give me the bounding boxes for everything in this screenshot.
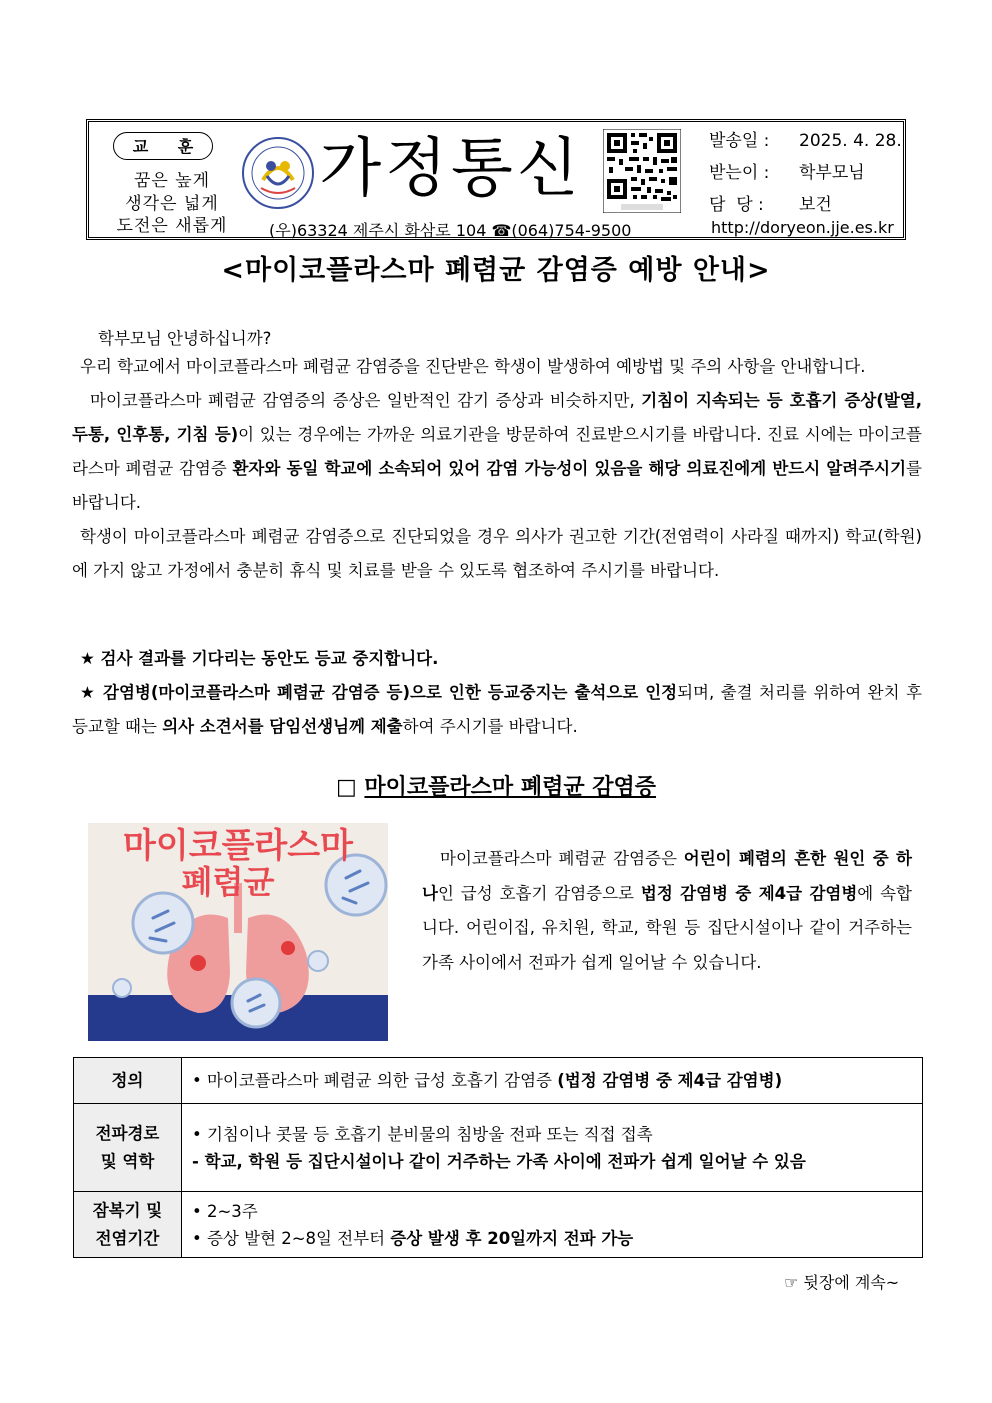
illustration-title-1: 마이코플라스마: [123, 826, 353, 866]
transmission-line-2: - 학교, 학원 등 집단시설이나 같이 거주하는 가족 사이에 전파가 쉽게 일어날 수 있음: [192, 1151, 806, 1171]
greeting: 학부모님 안녕하십니까?: [98, 329, 272, 348]
school-address: (우)63324 제주시 화삼로 104 ☎(064)754-9500: [269, 221, 632, 240]
table-row: [74, 1192, 923, 1258]
desc-text-4: 법정 감염병 중 제4급 감염병: [640, 883, 858, 903]
info-table: [73, 1057, 923, 1258]
desc-text-1: 마이코플라스마 폐렴균 감염증은: [440, 849, 684, 868]
desc-text-3: 인 급성 호흡기 감염증으로: [437, 883, 641, 903]
rest-paragraph: 학생이 마이코플라스마 폐렴균 감염증으로 진단되었을 경우 의사가 권고한 기간(전염력이 사라질 때까지) 학교(학원)에 가지 않고 가정에서 충분히 휴식 및 치료를 받을 수 있도록 협조하여 주시기를 바랍니다.: [72, 527, 922, 580]
continue-note: ☞ 뒷장에 계속~: [784, 1273, 900, 1292]
school-logo: [241, 136, 315, 210]
notice-star-2-text-4: 하여 주시기를 바랍니다.: [402, 717, 578, 736]
symptom-text-5: 를 바랍니다.: [72, 459, 922, 512]
incubation-line-2: [192, 1225, 912, 1252]
desc-text-5: 에 속합니다. 어린이집, 유치원, 학교, 학원 등 집단시설이나 같이 거주하는 가족 사이에서 전파가 쉽게 일어날 수 있습니다.: [422, 883, 912, 972]
symptom-text-4: 환자와 동일 학교에 소속되어 있어 감염 가능성이 있음을 해당 의료진에게 반드시 알려주시기: [232, 459, 907, 478]
table-row: [74, 1058, 923, 1104]
in-charge-value: 보건: [799, 195, 832, 215]
row-definition-content: [182, 1058, 923, 1104]
sent-date-value: 2025. 4. 28.: [799, 131, 902, 151]
qr-code-icon: [603, 129, 681, 213]
transmission-line-1: • 기침이나 콧물 등 호흡기 분비물의 침방울 전파 또는 직접 접촉: [192, 1124, 653, 1144]
transmission-head-2: 및 역학: [100, 1151, 155, 1171]
incubation-head-1: 잠복기 및: [92, 1200, 163, 1220]
motto-line-2: 생각은 넓게: [125, 194, 219, 214]
symptom-text-1: 마이코플라스마 폐렴균 감염증의 증상은 일반적인 감기 증상과 비슷하지만,: [90, 391, 642, 410]
definition-bold: (법정 감염병 중 제4급 감염병): [557, 1071, 783, 1090]
notice-star-2-text-2: 되며, 출결 처리를 위하여 완치 후 등교할 때는: [72, 683, 922, 736]
symptom-text-2: 기침이 지속되는 등 호흡기 증상(발열, 두통, 인후통, 기침 등): [72, 391, 922, 444]
notice-star-2-text-1: ★ 감염병(마이코플라스마 폐렴균 감염증 등)으로 인한 등교중지는 출석으로 인정: [80, 683, 678, 702]
illustration-title-2: 폐렴균: [181, 863, 275, 901]
transmission-head-1: 전파경로: [95, 1123, 160, 1143]
section-title: [0, 770, 992, 801]
row-head-incubation: [74, 1192, 182, 1258]
notice-star-2-text-3: 의사 소견서를 담임선생님께 제출: [162, 717, 403, 736]
section-checkbox-icon: □: [335, 775, 357, 800]
recipient: [709, 158, 865, 183]
sent-date-label: 발송일 :: [709, 131, 770, 151]
recipient-label: 받는이 :: [709, 163, 770, 183]
row-head-definition: 정의: [74, 1058, 182, 1104]
sent-date: [709, 126, 902, 151]
motto-label: 교 훈: [113, 132, 213, 160]
desc-text-2: 어린이 폐렴의 흔한 원인 중 하나: [422, 849, 912, 903]
newsletter-header: [86, 119, 906, 240]
in-charge-label: 담 당 :: [709, 195, 764, 215]
incubation-line-1: • 2~3주: [192, 1201, 258, 1221]
notice-star-2: [72, 676, 922, 744]
definition-text: • 마이코플라스마 폐렴균 의한 급성 호흡기 감염증: [192, 1071, 558, 1090]
school-url[interactable]: http://doryeon.jje.es.kr: [711, 218, 894, 237]
intro-paragraph: 우리 학교에서 마이코플라스마 폐렴균 감염증을 진단받은 학생이 발생하여 예방법 및 주의 사항을 안내합니다.: [80, 357, 866, 376]
mycoplasma-illustration: [88, 823, 388, 1041]
motto-line-3: 도전은 새롭게: [116, 216, 228, 236]
newsletter-title: 가정통신: [319, 132, 583, 206]
in-charge: [709, 190, 832, 215]
document-title: <마이코플라스마 폐렴균 감염증 예방 안내>: [221, 255, 771, 286]
row-transmission-content: [182, 1104, 923, 1192]
section-title-text: 마이코플라스마 폐렴균 감염증: [364, 775, 657, 800]
row-incubation-content: [182, 1192, 923, 1258]
recipient-value: 학부모님: [799, 163, 865, 183]
notice-star-1: ★ 검사 결과를 기다리는 동안도 등교 중지합니다.: [80, 649, 439, 668]
incubation-head-2: 전염기간: [95, 1228, 160, 1248]
incubation-line-2-text: • 증상 발현 2~8일 전부터: [192, 1228, 391, 1248]
symptom-text-3: 이 있는 경우에는 가까운 의료기관을 방문하여 진료받으시기를 바랍니다. 진료 시에는 마이코플라스마 폐렴균 감염증: [72, 425, 922, 478]
table-row: [74, 1104, 923, 1192]
motto-line-1: 꿈은 높게: [133, 171, 211, 191]
section-description: [422, 842, 912, 980]
incubation-line-2-bold: 증상 발생 후 20일까지 전파 가능: [390, 1228, 634, 1248]
symptom-paragraph: [72, 384, 922, 520]
row-head-transmission: [74, 1104, 182, 1192]
